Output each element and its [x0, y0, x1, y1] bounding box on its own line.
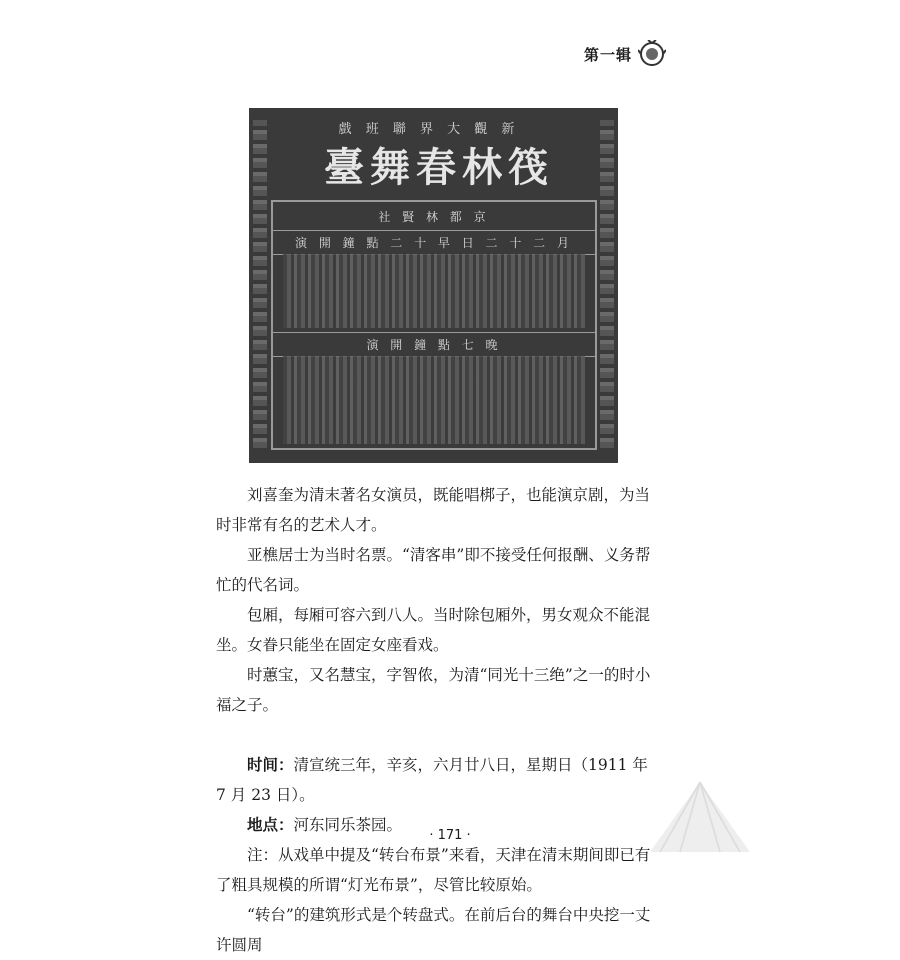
- playbill-evening-header: 演 開 鐘 點 七 晚: [273, 332, 595, 357]
- section-label: 第一辑: [584, 46, 633, 64]
- body-text: [216, 480, 662, 960]
- playbill-top-line: 戲 班 聯 界 大 觀 新: [338, 122, 520, 137]
- time-label: 时间：: [247, 756, 294, 774]
- playbill-photo: [249, 108, 618, 463]
- time-line: [216, 750, 662, 810]
- page-number: · 171 ·: [429, 828, 471, 843]
- paragraph: 刘喜奎为清末著名女演员，既能唱梆子，也能演京剧，为当时非常有名的艺术人才。: [216, 486, 651, 534]
- playbill-matinee-header: 演 開 鐘 點 二 十 早 日 二 十 二 月: [273, 230, 595, 255]
- playbill-title: 臺舞春林筏: [324, 144, 554, 191]
- playbill-evening-program: [283, 356, 585, 444]
- paragraph: 亚樵居士为当时名票。“清客串”即不接受任何报酬、义务帮忙的代名词。: [216, 546, 651, 594]
- playbill-left-border: [253, 120, 267, 450]
- playbill-program-frame: [271, 200, 597, 450]
- place-label: 地点：: [247, 816, 294, 834]
- fan-decoration-icon: [640, 742, 760, 862]
- time-value: 清宣统三年，辛亥，六月廿八日，星期日（1911 年 7 月 23 日）。: [216, 756, 648, 804]
- paragraph: “转台”的建筑形式是个转盘式。在前后台的舞台中央挖一丈许圆周: [216, 906, 651, 954]
- paragraph-spacer: [216, 720, 662, 750]
- page-header: [560, 40, 670, 70]
- paragraph: 时蕙宝，又名慧宝，字智侬，为清“同光十三绝”之一的时小福之子。: [216, 666, 651, 714]
- place-value: 河东同乐茶园。: [293, 816, 403, 834]
- note-paragraph: 注：从戏单中提及“转台布景”来看，天津在清末期间即已有了粗具规模的所谓“灯光布景”，尽管比较原始。: [216, 846, 651, 894]
- paragraph: 包厢，每厢可容六到八人。当时除包厢外，男女观众不能混坐。女眷只能坐在固定女座看戏。: [216, 606, 651, 654]
- playbill-company: 社 賢 林 都 京: [378, 210, 490, 224]
- playbill-matinee-program: [283, 254, 585, 328]
- playbill-right-border: [600, 120, 614, 450]
- ornament-icon: [638, 40, 666, 68]
